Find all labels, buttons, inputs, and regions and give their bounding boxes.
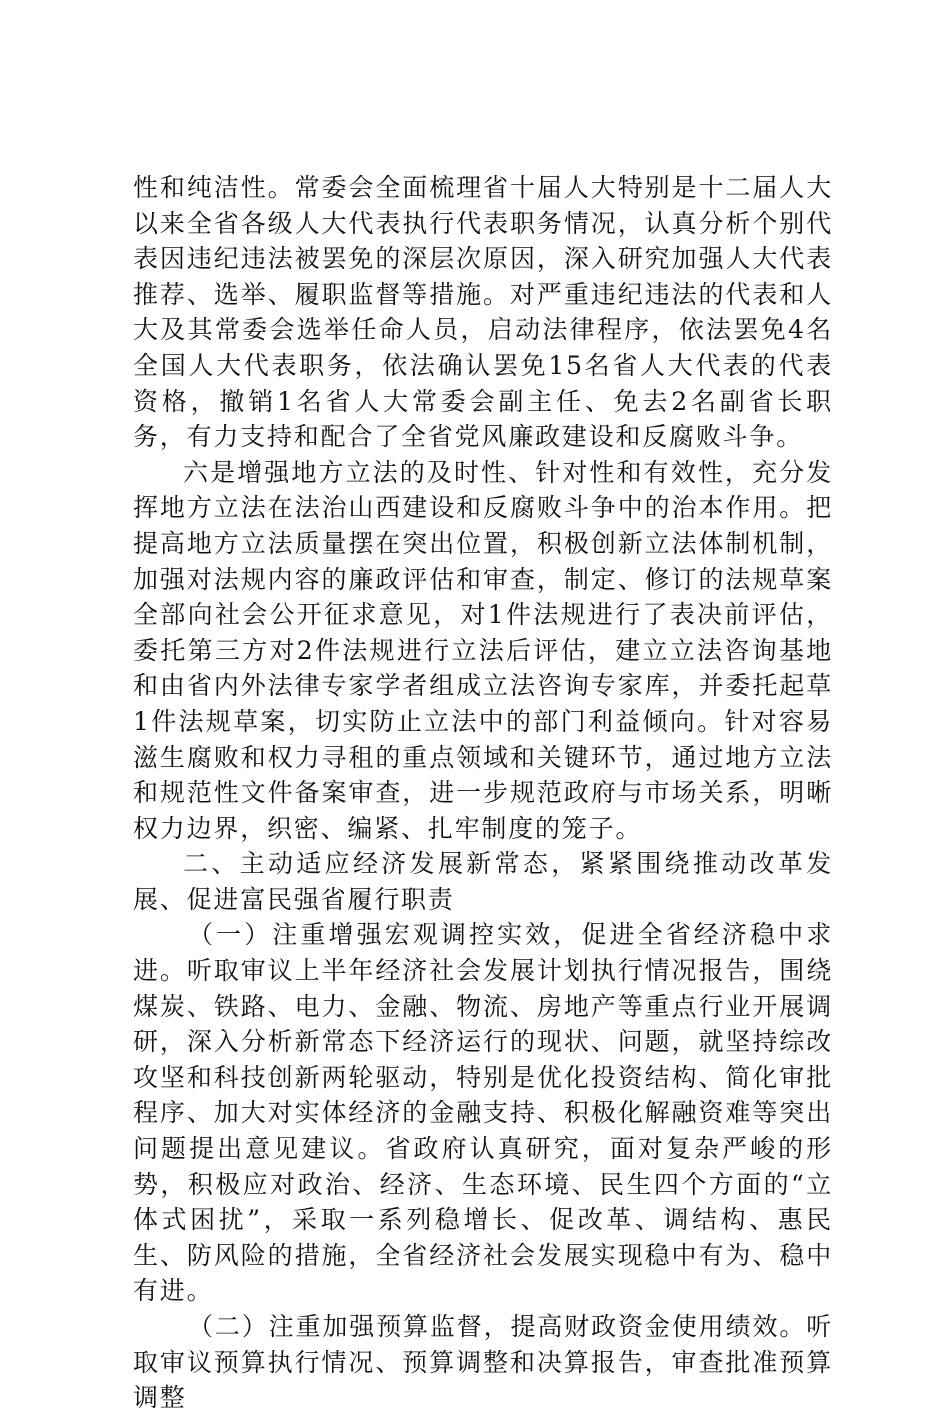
paragraph-legislation: 六是增强地方立法的及时性、针对性和有效性，充分发挥地方立法在法治山西建设和反腐败斗争中的治本作用。把提高地方立法质量摆在突出位置，积极创新立法体制机制，加强对法规内容的廉政评估和审查，制定、修订的法规草案全部向社会公开征求意见，对1件法规进行了表决前评估，委托第三方对2件法规进行立法后评估，建立立法咨询基地和由省内外法律专家学者组成立法咨询专家库，并委托起草1件法规草案，切实防止立法中的部门利益倾向。针对容易滋生腐败和权力寻租的重点领域和关键环节，通过地方立法和规范性文件备案审查，进一步规范政府与市场关系，明晰权力边界，织密、编紧、扎牢制度的笼子。 [133,457,833,843]
section-heading: 二、主动适应经济发展新常态，紧紧围绕推动改革发展、促进富民强省履行职责 [133,849,833,914]
paragraph-continuation: 性和纯洁性。常委会全面梳理省十届人大特别是十二届人大以来全省各级人大代表执行代表职务情况，认真分析个别代表因违纪违法被罢免的深层次原因，深入研究加强人大代表推荐、选举、履职监督等措施。对严重违纪违法的代表和人大及其常委会选举任命人员，启动法律程序，依法罢免4名全国人大代表职务，依法确认罢免15名省人大代表的代表资格，撤销1名省人大常委会副主任、免去2名副省长职务，有力支持和配合了全省党风廉政建设和反腐败斗争。 [133,173,833,452]
paragraph-macro-control: （一）注重增强宏观调控实效，促进全省经济稳中求进。听取审议上半年经济社会发展计划执行情况报告，围绕煤炭、铁路、电力、金融、物流、房地产等重点行业开展调研，深入分析新常态下经济运行的现状、问题，就坚持综改攻坚和科技创新两轮驱动，特别是优化投资结构、简化审批程序、加大对实体经济的金融支持、积极化解融资难等突出问题提出意见建议。省政府认真研究，面对复杂严峻的形势，积极应对政治、经济、生态环境、民生四个方面的“立体式困扰”，采取一系列稳增长、促改革、调结构、惠民生、防风险的措施，全省经济社会发展实现稳中有为、稳中有进。 [133,920,833,1306]
document-body [133,170,833,1416]
paragraph-budget-supervision: （二）注重加强预算监督，提高财政资金使用绩效。听取审议预算执行情况、预算调整和决算报告，审查批准预算调整 [133,1312,833,1413]
